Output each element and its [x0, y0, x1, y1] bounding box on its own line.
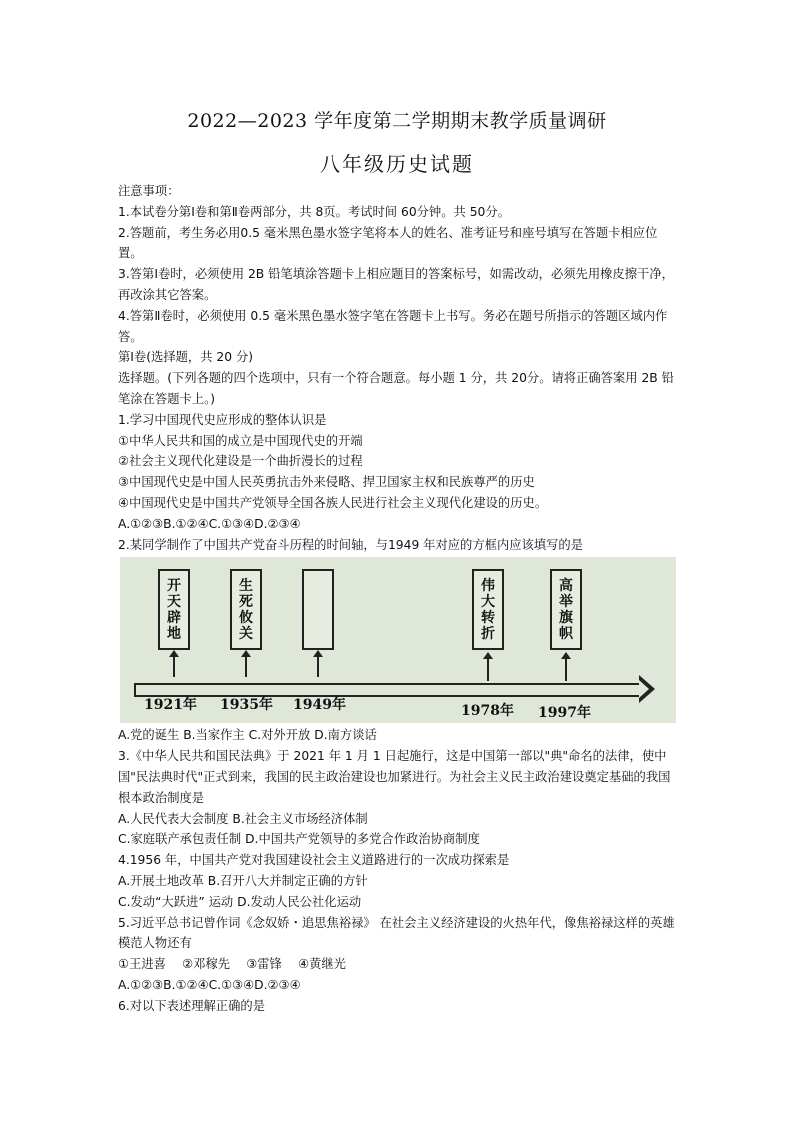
- notice-item-3: 3.答第Ⅰ卷时，必须使用 2B 铅笔填涂答题卡上相应题目的答案标号，如需改动，必须先用橡皮擦干净，再改涂其它答案。: [118, 267, 674, 302]
- up-arrow-icon: [487, 657, 489, 681]
- section-instruction: 选择题。(下列各题的四个选项中，只有一个符合题意。每小题 1 分，共 20分。请将正确答案用 2B 铅笔涂在答题卡上。): [118, 371, 674, 406]
- box-char: 辟: [167, 609, 181, 626]
- q5-stem: 5.习近平总书记曾作词《念奴娇・追思焦裕禄》 在社会主义经济建设的火热年代，像焦裕禄这样的英雄模范人物还有: [118, 915, 675, 951]
- year-label: 1921年: [144, 697, 197, 714]
- q5-options: A.①②③B.①②④C.①③④D.②③④: [118, 977, 301, 992]
- year-label: 1978年: [461, 703, 514, 720]
- q1-options: A.①②③B.①②④C.①③④D.②③④: [118, 516, 301, 531]
- box-char: 高: [559, 577, 573, 594]
- q3-stem: 3.《中华人民共和国民法典》于 2021 年 1 月 1 日起施行，这是中国第一部以"典"命名的法律，使中国"民法典时代"正式到来，我国的民主政治建设也加紧进行。为社会主义民主政治建设奠定基础的我国根本政治制度是: [118, 749, 671, 805]
- notice-item-4: 4.答第Ⅱ卷时，必须使用 0.5 毫米黑色墨水签字笔在答题卡上书写。务必在题号所指示的答题区域内作答。: [118, 308, 668, 344]
- timeline-axis: [134, 683, 641, 697]
- exam-title: 2022—2023 学年度第二学期期末教学质量调研: [187, 110, 607, 132]
- notice-item-1: 1.本试卷分第Ⅰ卷和第Ⅱ卷两部分，共 8页。考试时间 60分钟。共 50分。: [118, 204, 510, 219]
- q1-statement: ③中国现代史是中国人民英勇抗击外来侵略、捍卫国家主权和民族尊严的历史: [118, 475, 535, 490]
- q3-options: C.家庭联产承包责任制 D.中国共产党领导的多党合作政治协商制度: [118, 832, 480, 847]
- box-char: 开: [167, 577, 181, 594]
- section-heading: 第Ⅰ卷(选择题，共 20 分): [118, 350, 254, 365]
- q1-statement: ④中国现代史是中国共产党领导全国各族人民进行社会主义现代化建设的历史。: [118, 495, 548, 510]
- year-label: 1935年: [220, 697, 273, 714]
- q1-statement: ①中华人民共和国的成立是中国现代史的开端: [118, 433, 363, 448]
- box-char: 关: [239, 625, 253, 642]
- q2-stem: 2.某同学制作了中国共产党奋斗历程的时间轴，与1949 年对应的方框内应该填写的是: [118, 537, 584, 552]
- box-char: 地: [167, 625, 181, 642]
- box-char: 伟: [481, 577, 495, 594]
- box-char: 转: [481, 609, 495, 626]
- q5-statements: ①王进喜 ②邓稼先 ③雷锋 ④黄继光: [118, 957, 346, 972]
- q3-options: A.人民代表大会制度 B.社会主义市场经济体制: [118, 811, 368, 826]
- year-label: 1949年: [293, 697, 346, 714]
- timeline-figure: [120, 557, 676, 723]
- exam-subtitle: 八年级历史试题: [320, 152, 474, 176]
- timeline-box-1921: [158, 569, 190, 650]
- notice-heading: 注意事项：: [118, 184, 180, 198]
- axis-arrow-inner: [639, 680, 649, 698]
- up-arrow-icon: [173, 655, 175, 677]
- q4-options: C.发动“大跃进” 运动 D.发动人民公社化运动: [118, 894, 362, 909]
- q4-options: A.开展土地改革 B.召开八大并制定正确的方针: [118, 873, 368, 888]
- year-label: 1997年: [538, 705, 591, 722]
- q1-stem: 1.学习中国现代史应形成的整体认识是: [118, 412, 327, 427]
- box-char: 攸: [239, 609, 253, 626]
- box-char: 生: [239, 577, 253, 594]
- up-arrow-icon: [317, 655, 319, 677]
- q1-statement: ②社会主义现代化建设是一个曲折漫长的过程: [118, 454, 363, 469]
- box-char: 举: [559, 593, 573, 610]
- up-arrow-icon: [565, 657, 567, 681]
- box-char: 旗: [559, 609, 573, 626]
- timeline-box-1935: [230, 569, 262, 650]
- exam-body: [118, 181, 678, 1017]
- box-char: 折: [481, 625, 495, 642]
- timeline-box-1997: [550, 569, 582, 650]
- box-char: 死: [239, 593, 253, 610]
- box-char: 大: [481, 593, 495, 610]
- timeline-box-1978: [472, 569, 504, 650]
- up-arrow-icon: [245, 655, 247, 677]
- box-char: 帜: [559, 625, 573, 642]
- q6-stem: 6.对以下表述理解正确的是: [118, 998, 265, 1013]
- timeline-box-1949-blank: [302, 569, 334, 650]
- q2-options: A.党的诞生 B.当家作主 C.对外开放 D.南方谈话: [118, 728, 377, 743]
- box-char: 天: [167, 593, 181, 610]
- notice-item-2: 2.答题前，考生务必用0.5 毫米黑色墨水签字笔将本人的姓名、准考证号和座号填写在答题卡相应位置。: [118, 225, 658, 261]
- q4-stem: 4.1956 年，中国共产党对我国建设社会主义道路进行的一次成功探索是: [118, 853, 510, 868]
